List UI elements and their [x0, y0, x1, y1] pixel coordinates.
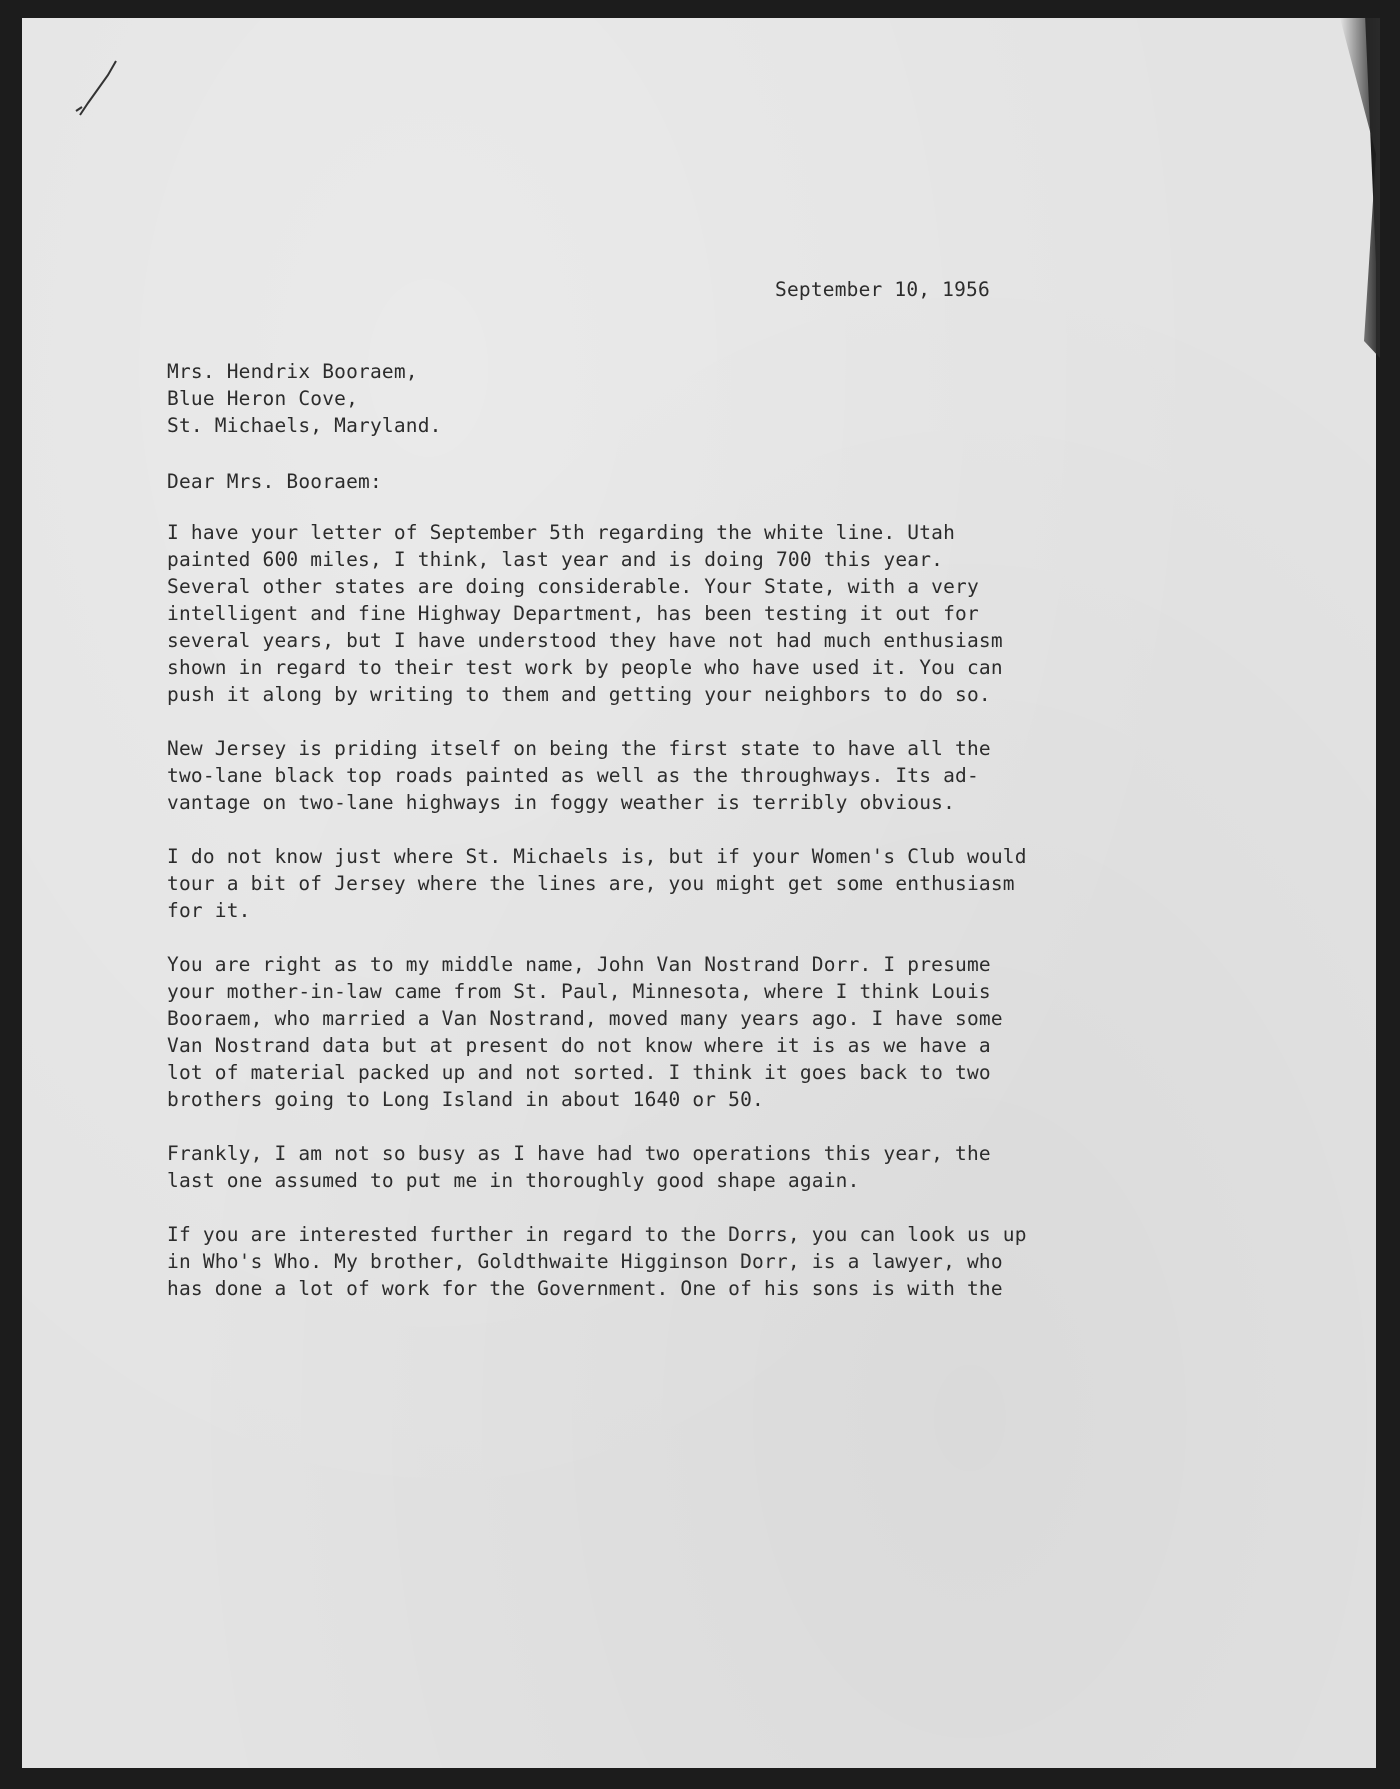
- text-line: shown in regard to their test work by people who have used it. You can: [167, 656, 1003, 679]
- text-line: I do not know just where St. Michaels is, but if your Women's Club would: [167, 845, 1027, 868]
- letter-body: [167, 519, 1167, 1329]
- paragraph-st-michaels: [167, 843, 1167, 924]
- text-line: New Jersey is priding itself on being the first state to have all the: [167, 737, 991, 760]
- text-line: brothers going to Long Island in about 1640 or 50.: [167, 1088, 764, 1111]
- text-line: your mother-in-law came from St. Paul, Minnesota, where I think Louis: [167, 980, 991, 1003]
- text-line: If you are interested further in regard to the Dorrs, you can look us up: [167, 1223, 1027, 1246]
- text-line: has done a lot of work for the Government. One of his sons is with the: [167, 1277, 1003, 1300]
- address-line: Mrs. Hendrix Booraem,: [167, 360, 418, 383]
- text-line: push it along by writing to them and getting your neighbors to do so.: [167, 683, 991, 706]
- text-line: tour a bit of Jersey where the lines are, you might get some enthusiasm: [167, 872, 1015, 895]
- text-line: Frankly, I am not so busy as I have had two operations this year, the: [167, 1142, 991, 1165]
- text-line: I have your letter of September 5th regarding the white line. Utah: [167, 521, 956, 544]
- text-line: Several other states are doing considerable. Your State, with a very: [167, 575, 979, 598]
- paragraph-dorrs: [167, 1221, 1167, 1302]
- recipient-address: [167, 358, 442, 439]
- paragraph-new-jersey: [167, 735, 1167, 816]
- text-line: several years, but I have understood they have not had much enthusiasm: [167, 629, 1003, 652]
- paragraph-middle-name: [167, 951, 1167, 1113]
- text-line: in Who's Who. My brother, Goldthwaite Higginson Dorr, is a lawyer, who: [167, 1250, 1003, 1273]
- text-line: last one assumed to put me in thoroughly good shape again.: [167, 1169, 860, 1192]
- text-line: painted 600 miles, I think, last year and is doing 700 this year.: [167, 548, 944, 571]
- text-line: Booraem, who married a Van Nostrand, moved many years ago. I have some: [167, 1007, 1003, 1030]
- text-line: vantage on two-lane highways in foggy weather is terribly obvious.: [167, 791, 956, 814]
- salutation: Dear Mrs. Booraem:: [167, 470, 382, 493]
- text-line: You are right as to my middle name, John Van Nostrand Dorr. I presume: [167, 953, 991, 976]
- text-line: two-lane black top roads painted as well as the throughways. Its ad-: [167, 764, 979, 787]
- paragraph-white-line: [167, 519, 1167, 708]
- text-line: intelligent and fine Highway Department, has been testing it out for: [167, 602, 979, 625]
- pencil-mark: [68, 55, 128, 125]
- address-line: St. Michaels, Maryland.: [167, 414, 442, 437]
- letter-date: September 10, 1956: [775, 278, 990, 301]
- text-line: Van Nostrand data but at present do not know where it is as we have a: [167, 1034, 991, 1057]
- text-line: lot of material packed up and not sorted. I think it goes back to two: [167, 1061, 991, 1084]
- paragraph-operations: [167, 1140, 1167, 1194]
- text-line: for it.: [167, 899, 251, 922]
- address-line: Blue Heron Cove,: [167, 387, 359, 410]
